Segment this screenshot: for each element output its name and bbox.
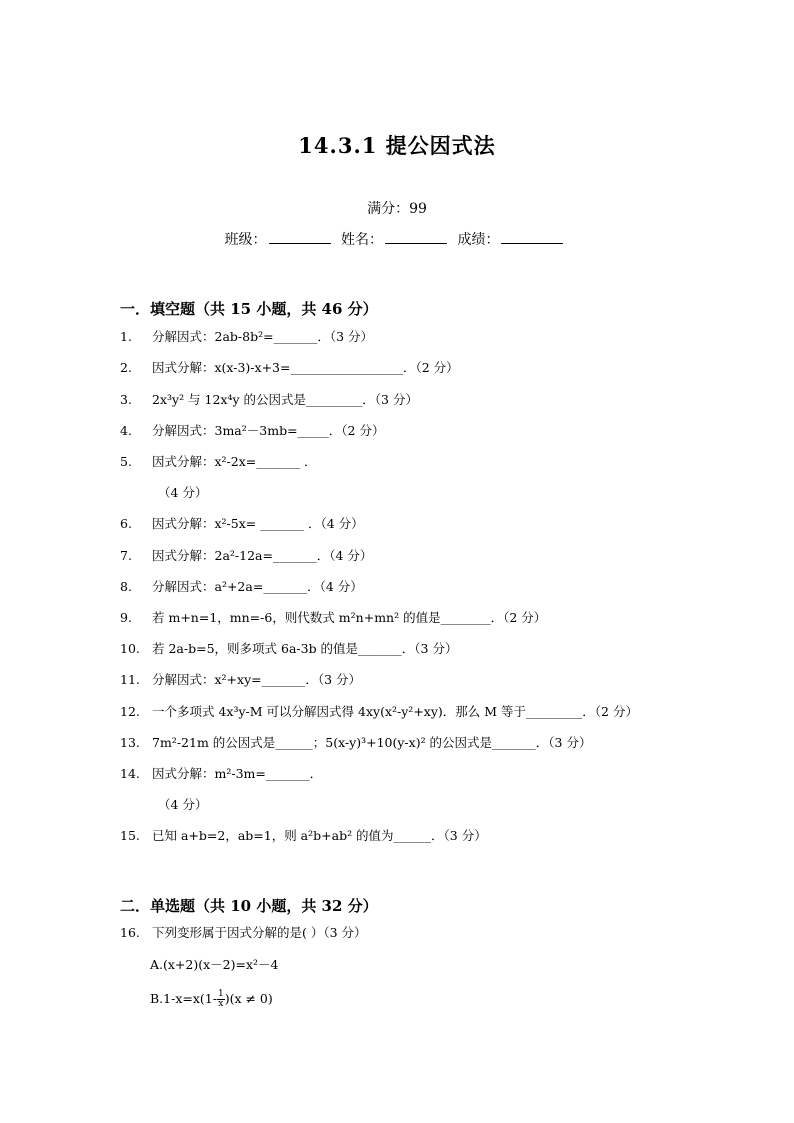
question-11 [120,670,361,688]
question-number: 13. [120,735,140,750]
option-b[interactable] [150,990,273,1009]
question-number: 10. [120,641,140,656]
question-5-score: （4 分） [158,485,208,500]
option-b-prefix: B.1-x=x(1- [150,991,217,1006]
student-info-row [0,229,794,249]
question-7 [120,546,372,564]
question-number: 4. [120,423,132,438]
question-text: 若 2a-b=5，则多项式 6a-3b 的值是_______．（3 分） [152,641,458,656]
question-6 [120,514,364,532]
fraction [217,990,225,1009]
question-number: 6. [120,516,132,531]
question-text: 分解因式：a²+2a=_______．（4 分） [152,579,363,594]
question-text: 分解因式：x²+xy=_______．（3 分） [152,672,362,687]
question-12 [120,702,638,720]
question-text: 因式分解：m²-3m=_______． [152,766,323,781]
question-number: 2. [120,360,132,375]
question-3 [120,390,418,408]
question-1 [120,327,373,345]
question-number: 3. [120,392,132,407]
page-title: 14.3.1 提公因式法 [298,133,496,158]
question-number: 11. [120,672,140,687]
question-text: 分解因式：3ma²－3mb=_____．（2 分） [152,423,385,438]
name-label: 姓名： [341,232,383,248]
total-score: 满分：99 [367,201,427,217]
question-number: 5. [120,454,132,469]
question-2 [120,358,459,376]
question-text: 下列变形属于因式分解的是( ）（3 分） [152,925,367,940]
question-number: 7. [120,548,132,563]
question-number: 14. [120,766,140,781]
question-text: 已知 a+b=2，ab=1，则 a²b+ab² 的值为______．（3 分） [152,828,487,843]
question-text: 7m²-21m 的公因式是______；5(x-y)³+10(y-x)² 的公因式是_______．（3 分） [152,735,592,750]
class-label: 班级： [224,232,267,248]
question-number: 16. [120,925,140,940]
question-number: 8. [120,579,132,594]
question-number: 1. [120,329,132,344]
grade-blank[interactable] [501,231,563,244]
question-text: 因式分解：x²-5x= _______ ．（4 分） [152,516,364,531]
fraction-numerator: 1 [217,989,224,999]
fraction-denominator: x [218,999,224,1009]
question-13 [120,733,591,751]
question-text: 若 m+n=1，mn=-6，则代数式 m²n+mn² 的值是________．（2 分） [152,610,547,625]
question-10 [120,639,458,657]
question-text: 分解因式：2ab-8b²=_______．（3 分） [152,329,373,344]
question-text: 因式分解：x(x-3)-x+3=__________________．（2 分） [152,360,459,375]
question-4 [120,421,384,439]
question-number: 15. [120,828,140,843]
question-number: 9. [120,610,132,625]
question-14-score: （4 分） [158,797,208,812]
option-b-suffix: )(x ≠ 0) [224,991,273,1006]
question-8 [120,577,363,595]
question-15 [120,826,487,844]
question-9 [120,608,546,626]
question-text: 2x³y² 与 12x⁴y 的公因式是_________．（3 分） [152,392,418,407]
section-single-choice-header: 二．单选题（共 10 小题，共 32 分） [120,897,378,915]
question-text: 因式分解：2a²-12a=_______．（4 分） [152,548,373,563]
name-blank[interactable] [385,231,447,244]
class-blank[interactable] [269,231,331,244]
question-number: 12. [120,704,140,719]
question-14 [120,764,322,782]
question-text: 一个多项式 4x³y-M 可以分解因式得 4xy(x²-y²+xy)．那么 M 等于_________．（2 分） [152,704,638,719]
option-a[interactable]: A.(x+2)(x－2)=x²－4 [150,957,279,972]
question-5 [120,452,316,470]
grade-label: 成绩： [457,232,500,248]
section-fill-in-header: 一．填空题（共 15 小题，共 46 分） [120,300,378,318]
question-16 [120,923,367,941]
question-text: 因式分解：x²-2x=_______ ． [152,454,317,469]
